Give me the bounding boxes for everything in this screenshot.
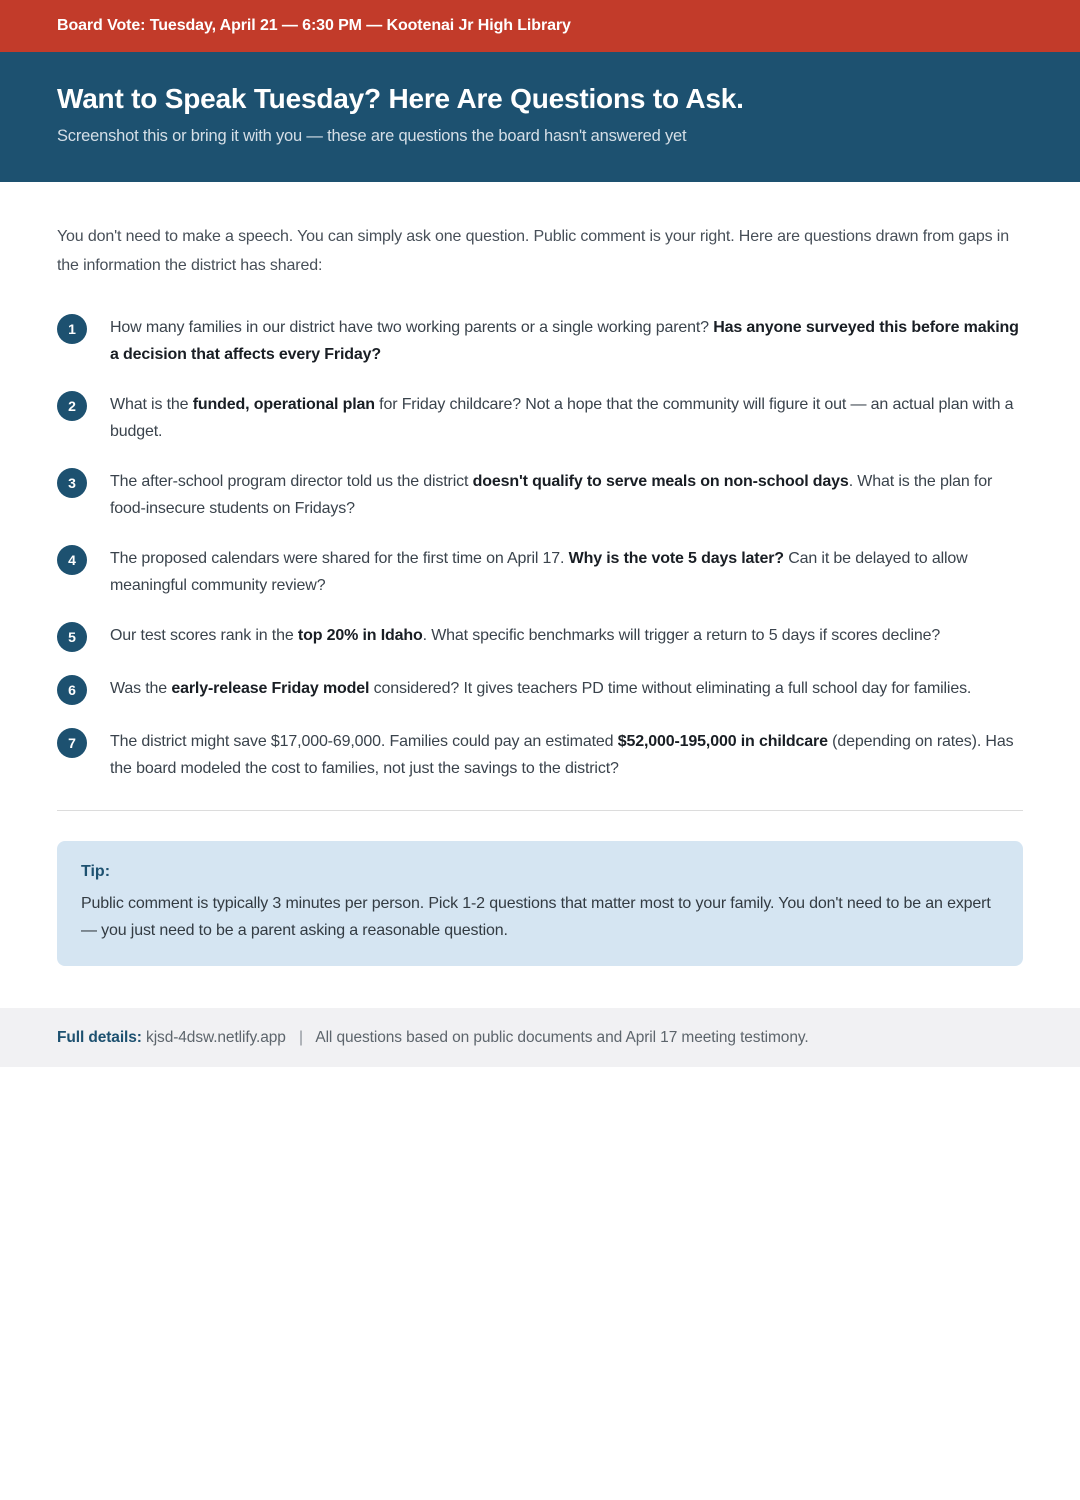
footer-url: kjsd-4dsw.netlify.app <box>146 1029 286 1046</box>
questions-list <box>57 312 1023 782</box>
intro-paragraph: You don't need to make a speech. You can simply ask one question. Public comment is your right. Here are questions drawn from gaps in the information the district has shared: <box>57 228 1009 274</box>
question-number-badge: 5 <box>57 622 87 652</box>
question-text: The after-school program director told us the district doesn't qualify to serve meals on non-school days. What is the plan for food-insecure students on Fridays? <box>110 473 993 517</box>
question-number-badge: 7 <box>57 728 87 758</box>
event-banner-text: Board Vote: Tuesday, April 21 — 6:30 PM — Kootenai Jr High Library <box>57 17 571 34</box>
question-number-badge: 3 <box>57 468 87 498</box>
question-text: How many families in our district have two working parents or a single working parent? Has anyone surveyed this before making a decision that affects every Friday? <box>110 319 1019 363</box>
section-divider <box>57 810 1023 811</box>
question-item <box>57 543 1023 599</box>
question-number-badge: 4 <box>57 545 87 575</box>
page-footer <box>0 1008 1080 1067</box>
question-item <box>57 620 1023 652</box>
question-item <box>57 466 1023 522</box>
question-text: The district might save $17,000-69,000. Families could pay an estimated $52,000-195,000 in childcare (depending on rates). Has the board modeled the cost to families, not just the savings to the district? <box>110 733 1014 777</box>
tip-label: Tip: <box>81 863 111 880</box>
footer-note: All questions based on public documents and April 17 meeting testimony. <box>315 1029 809 1046</box>
question-text: What is the funded, operational plan for Friday childcare? Not a hope that the community will figure it out — an actual plan with a budget. <box>110 396 1014 440</box>
event-banner <box>0 0 1080 52</box>
page-header <box>0 52 1080 182</box>
question-item <box>57 726 1023 782</box>
main-content <box>0 182 1080 966</box>
question-item <box>57 389 1023 445</box>
question-text: Was the early-release Friday model considered? It gives teachers PD time without eliminating a full school day for families. <box>110 680 972 697</box>
question-number-badge: 1 <box>57 314 87 344</box>
question-text: The proposed calendars were shared for the first time on April 17. Why is the vote 5 days later? Can it be delayed to allow meaningful community review? <box>110 550 968 594</box>
footer-separator: | <box>299 1029 303 1046</box>
footer-line <box>57 1027 1023 1048</box>
page-subtitle: Screenshot this or bring it with you — these are questions the board hasn't answered yet <box>57 127 687 145</box>
question-number-badge: 6 <box>57 675 87 705</box>
tip-box <box>57 841 1023 966</box>
question-item <box>57 673 1023 705</box>
question-text: Our test scores rank in the top 20% in Idaho. What specific benchmarks will trigger a return to 5 days if scores decline? <box>110 627 941 644</box>
question-number-badge: 2 <box>57 391 87 421</box>
tip-text: Public comment is typically 3 minutes per person. Pick 1-2 questions that matter most to your family. You don't need to be an expert — you just need to be a parent asking a reasonable question. <box>81 895 991 939</box>
page-title: Want to Speak Tuesday? Here Are Questions to Ask. <box>57 83 744 114</box>
question-item <box>57 312 1023 368</box>
footer-label: Full details: <box>57 1029 142 1046</box>
